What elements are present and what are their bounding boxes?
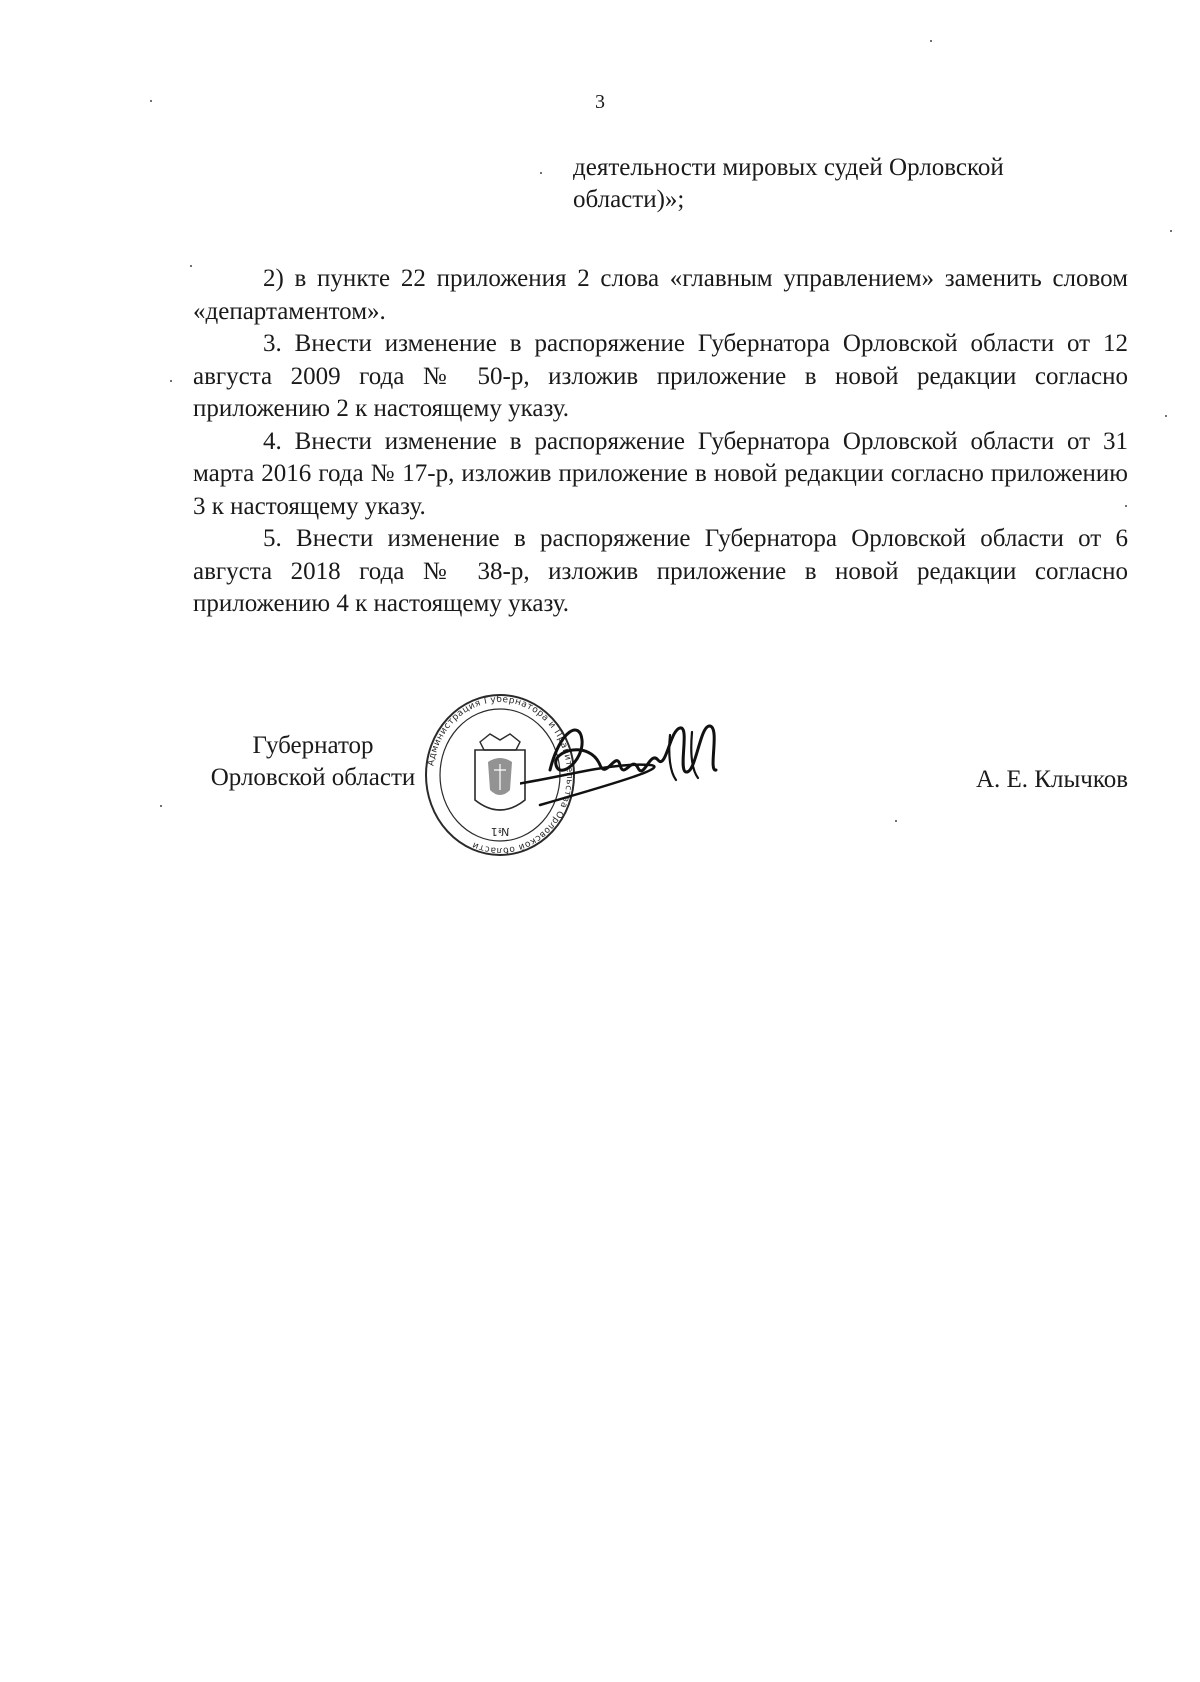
continuation-line-1: деятельности мировых судей Орловской: [573, 154, 1004, 181]
paragraph-item-2: 2) в пункте 22 приложения 2 слова «главным управлением» заменить словом «департаментом».: [193, 265, 1128, 325]
scan-speck: [895, 820, 897, 822]
scan-speck: [160, 805, 162, 807]
handwritten-signature-icon: [520, 710, 740, 810]
seal-number: №1: [490, 825, 510, 838]
signer-name: А. Е. Клычков: [975, 766, 1128, 793]
paragraph-item-4: 4. Внести изменение в распоряжение Губернатора Орловской области от 31 марта 2016 года № 17-р, изложив приложение в новой редакции согласно приложению 3 к настоящему указу.: [193, 427, 1128, 520]
scan-speck: [930, 40, 932, 42]
signer-title-line-2: Орловской области: [210, 764, 416, 791]
scan-speck: [170, 380, 172, 382]
scan-speck: [1125, 505, 1127, 507]
signature-block: [0, 690, 1200, 870]
scan-speck: [150, 100, 152, 102]
scan-speck: [190, 265, 192, 267]
signer-title: [193, 730, 433, 794]
continuation-line-2: области)»;: [573, 186, 685, 213]
signer-title-line-1: Губернатор: [252, 732, 374, 759]
continuation-text: [573, 152, 1093, 216]
scan-speck: [1165, 415, 1167, 417]
scan-speck: [1170, 230, 1172, 232]
page-number: 3: [595, 91, 605, 113]
seal-ring-text: Администрация Губернатора и Правительства Орловской области: [426, 694, 575, 856]
scan-speck: [540, 172, 542, 174]
document-body: [193, 263, 1128, 621]
paragraph-item-5: 5. Внести изменение в распоряжение Губернатора Орловской области от 6 августа 2018 года № 38-р, изложив приложение в новой редакции согласно приложению 4 к настоящему указу.: [193, 525, 1128, 617]
paragraph-item-3: 3. Внести изменение в распоряжение Губернатора Орловской области от 12 августа 2009 года № 50-р, изложив приложение в новой редакции согласно приложению 2 к настоящему указу.: [193, 330, 1128, 422]
